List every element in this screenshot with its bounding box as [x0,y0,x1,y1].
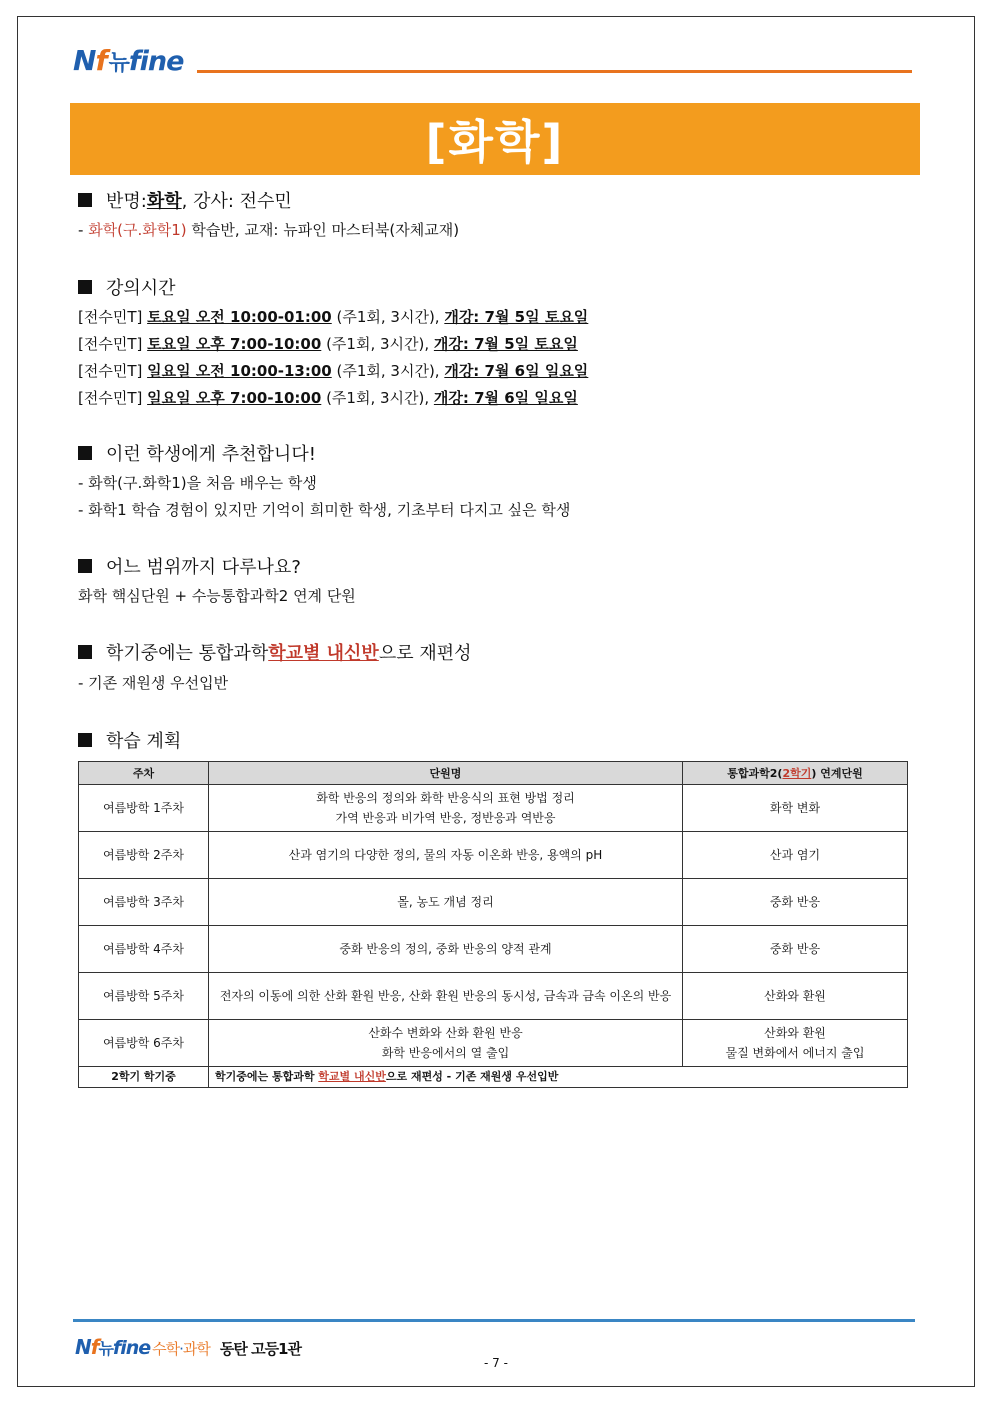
class-line-rest: 학습반, 교재: 뉴파인 마스터북(자체교재) [186,221,460,239]
recommend-item: - 화학(구.화학1)을 처음 배우는 학생 [78,474,317,492]
schedule-teacher: [전수민T] [78,362,148,380]
page-number: - 7 - [484,1356,508,1370]
schedule-start: 개강: 7월 5일 토요일 [444,308,589,326]
week-cell: 2학기 학기중 [79,1067,209,1088]
week-cell: 여름방학 2주차 [79,832,209,879]
week-cell: 여름방학 1주차 [79,785,209,832]
plan-header-row [79,762,908,785]
logo-n: N [73,44,96,77]
schedule-row [78,333,578,354]
square-bullet-icon [78,645,92,659]
logo-fine: fine [128,46,184,77]
schedule-teacher: [전수민T] [78,389,148,407]
recommend-heading-text: 이런 학생에게 추천합니다! [106,444,316,465]
header-logo [73,44,183,77]
class-heading-name: 화학 [146,191,182,212]
col-link-pre: 통합과학2( [727,767,783,780]
week-cell: 여름방학 6주차 [79,1020,209,1067]
unit-line: 가역 반응과 비가역 반응, 정반응과 역반응 [335,811,556,825]
semester-heading-red: 학교별 내신반 [268,643,379,664]
recommend-item: - 화학1 학습 경험이 있지만 기억이 희미한 학생, 기초부터 다지고 싶은 학생 [78,501,571,519]
footer-sub-b: 과학 [182,1340,210,1358]
unit-cell: 중화 반응의 정의, 중화 반응의 양적 관계 [209,926,683,973]
unit-cell [209,1020,683,1067]
link-line: 화학 변화 [769,801,821,815]
week-cell: 여름방학 3주차 [79,879,209,926]
note-pre: 학기중에는 통합과학 [215,1070,319,1083]
schedule-mid: (주1회, 3시간), [331,362,445,380]
week-cell: 여름방학 5주차 [79,973,209,1020]
link-cell [683,785,908,832]
link-cell [683,1020,908,1067]
link-cell: 산과 염기 [683,832,908,879]
col-unit-header: 단원명 [209,762,683,785]
semester-heading [78,639,472,665]
square-bullet-icon [78,193,92,207]
page-title: [화학] [425,115,565,169]
unit-line: 화학 반응에서의 열 출입 [381,1046,510,1060]
class-line-subject: 화학(구.화학1) [88,221,187,239]
table-row [79,785,908,832]
footer-campus: 동탄 고등1관 [219,1340,301,1358]
footer-logo-ko: 뉴 [98,1339,113,1358]
schedule-start: 개강: 7월 6일 일요일 [433,389,578,407]
square-bullet-icon [78,733,92,747]
table-row-semester [79,1067,908,1088]
schedule-teacher: [전수민T] [78,308,148,326]
schedule-start: 개강: 7월 5일 토요일 [433,335,578,353]
recommend-heading [78,440,316,466]
link-cell: 중화 반응 [683,879,908,926]
schedule-time: 토요일 오후 7:00-10:00 [147,335,322,353]
square-bullet-icon [78,280,92,294]
schedule-mid: (주1회, 3시간), [321,389,434,407]
unit-cell: 몰, 농도 개념 정리 [209,879,683,926]
note-post: 으로 재편성 - 기존 재원생 우선입반 [385,1070,559,1083]
class-heading-suffix: , 강사: 전수민 [181,191,292,212]
col-link-post: ) 연계단원 [811,767,863,780]
table-row [79,832,908,879]
square-bullet-icon [78,446,92,460]
scope-heading-text: 어느 범위까지 다루나요? [106,557,301,578]
link-line: 물질 변화에서 에너지 출입 [725,1046,865,1060]
schedule-mid: (주1회, 3시간), [331,308,445,326]
unit-cell: 산과 염기의 다양한 정의, 물의 자동 이온화 반응, 용액의 pH [209,832,683,879]
link-line: 산화와 환원 [764,1026,826,1040]
unit-line: 산화수 변화와 산화 환원 반응 [368,1026,523,1040]
schedule-heading-text: 강의시간 [106,278,176,299]
unit-cell [209,785,683,832]
semester-note-cell [209,1067,908,1088]
table-row [79,1020,908,1067]
schedule-row [78,360,588,381]
schedule-row [78,387,578,408]
logo-ko: 뉴 [108,51,129,76]
link-cell: 중화 반응 [683,926,908,973]
week-cell: 여름방학 4주차 [79,926,209,973]
table-row [79,879,908,926]
footer-rule [73,1319,915,1322]
class-heading-prefix: 반명: [106,191,147,212]
footer-logo-f: f [90,1335,99,1359]
table-row [79,973,908,1020]
plan-heading [78,727,181,753]
plan-heading-text: 학습 계획 [106,731,182,752]
title-banner [70,103,920,175]
plan-table [78,761,908,1088]
scope-heading [78,553,301,579]
schedule-time: 일요일 오후 7:00-10:00 [147,389,322,407]
class-line-dash: - [78,221,89,239]
semester-text: - 기존 재원생 우선입반 [78,674,229,692]
schedule-mid: (주1회, 3시간), [321,335,434,353]
unit-line: 화학 반응의 정의와 화학 반응식의 표현 방법 정리 [316,791,575,805]
header-rule [197,70,912,73]
schedule-row [78,306,588,327]
square-bullet-icon [78,559,92,573]
semester-heading-pre: 학기중에는 통합과학 [106,643,269,664]
semester-heading-post: 으로 재편성 [378,643,472,664]
schedule-start: 개강: 7월 6일 일요일 [444,362,589,380]
logo-f: f [95,44,107,77]
col-week-header: 주차 [79,762,209,785]
schedule-teacher: [전수민T] [78,335,148,353]
footer-sub-a: 수학 [152,1340,180,1358]
col-link-header [683,762,908,785]
schedule-time: 일요일 오전 10:00-13:00 [147,362,332,380]
scope-text: 화학 핵심단원 + 수능통합과학2 연계 단원 [78,587,356,605]
table-row [79,926,908,973]
link-cell: 산화와 환원 [683,973,908,1020]
unit-cell: 전자의 이동에 의한 산화 환원 반응, 산화 환원 반응의 동시성, 금속과 금속 이온의 반응 [209,973,683,1020]
col-link-red: 2학기 [782,767,812,780]
class-line [78,219,459,240]
class-heading [78,187,292,213]
note-red: 학교별 내신반 [318,1070,386,1083]
schedule-heading [78,274,176,300]
footer-logo-n: N [75,1335,91,1359]
schedule-time: 토요일 오전 10:00-01:00 [147,308,332,326]
footer-sub-dot: · [179,1340,183,1358]
footer-logo-fine: fine [112,1337,151,1359]
